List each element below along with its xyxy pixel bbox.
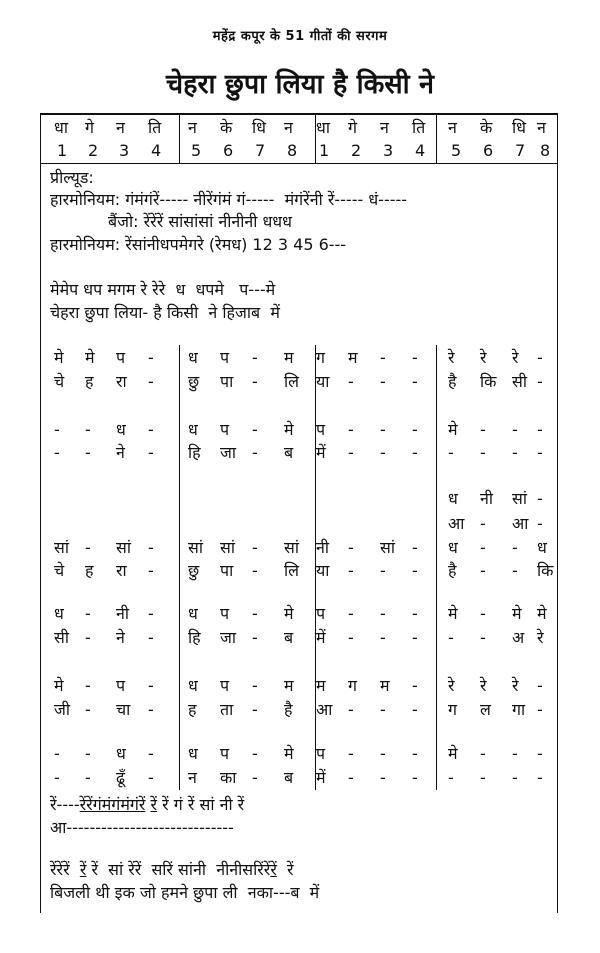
lyric-cell: ह [188,700,197,719]
vibhag-divider [436,113,437,163]
prelude-line: हारमोनियम: गंमंगंरें----- नीरेंगंमं गं----- मंगंरेंनी रें----- धं----- [50,190,408,209]
taal-bol: गे [348,118,358,137]
lyric-cell: जा [220,443,237,462]
taal-beat: 1 [57,141,68,160]
note-cell: - [537,348,543,367]
note-cell: - [480,744,486,763]
vibhag-divider [436,345,437,790]
note-cell: प [116,676,126,695]
note-cell: नी [116,604,130,623]
note-cell: - [412,676,418,695]
lyric-cell: चे [54,372,65,391]
outro-note: रें गं रें सां नी रें [157,795,245,814]
note-cell: ध [188,348,198,367]
note-cell: म [284,676,294,695]
lyric-cell: कि [537,561,554,580]
taal-beat: 3 [383,141,394,160]
note-cell: - [537,420,543,439]
lyric-cell: - [148,768,154,787]
lyric-cell: - [380,768,386,787]
lyric-cell: में [316,443,326,462]
note-cell: - [148,676,154,695]
lyric-cell: - [448,628,454,647]
lyric-cell: - [480,768,486,787]
lyric-cell: - [537,514,543,533]
lyric-cell: पा [220,372,234,391]
lyric-cell: - [412,561,418,580]
note-cell: मे [54,676,64,695]
note-cell: मे [537,604,547,623]
outro-notes-line [50,860,294,880]
note-cell: प [316,604,326,623]
taal-bol: धा [316,118,330,137]
lyric-cell: - [512,561,518,580]
lyric-cell: - [537,372,543,391]
lyric-cell: - [252,700,258,719]
taal-bol: न [188,118,197,137]
taal-beat: 4 [415,141,426,160]
lyric-cell: - [85,768,91,787]
lyric-cell: - [148,628,154,647]
taal-beat: 5 [451,141,462,160]
note-cell: - [380,744,386,763]
lyric-cell: ब [284,628,294,647]
lyric-cell: - [348,561,354,580]
note-cell: म [348,348,358,367]
note-cell: - [348,538,354,557]
lyric-cell: - [348,628,354,647]
lyric-cell: - [148,372,154,391]
note-cell: सां [116,538,131,557]
lyric-cell: - [412,372,418,391]
lyric-cell: - [252,561,258,580]
note-cell: सां [54,538,69,557]
lyric-cell: - [252,628,258,647]
lyric-cell: रा [116,561,127,580]
outro-note: रेंरेंरें [50,860,70,879]
header-divider [40,163,558,164]
note-cell: नी [480,489,494,508]
lyric-cell: जी [54,700,71,719]
lyric-cell: - [148,700,154,719]
lyric-cell: लि [284,372,299,391]
note-cell: - [380,420,386,439]
note-cell: - [480,604,486,623]
lyric-cell: चा [116,700,131,719]
lyric-cell: का [220,768,237,787]
vibhag-divider [179,345,180,790]
taal-beat: 3 [119,141,130,160]
note-cell: - [537,676,543,695]
note-cell: सां [220,538,235,557]
taal-bol: धि [252,118,266,137]
note-cell: - [85,538,91,557]
note-cell: ग [316,348,326,367]
lyric-cell: - [537,443,543,462]
note-cell: मे [85,348,95,367]
note-cell: रे [480,348,487,367]
lyric-cell: - [85,443,91,462]
lyric-cell: - [512,443,518,462]
note-cell: रे [448,348,455,367]
lyric-cell: पा [220,561,234,580]
note-cell: मे [448,604,458,623]
note-cell: मे [284,604,294,623]
note-cell: - [412,604,418,623]
prelude-line: हारमोनियम: रेंसांनीधपमेगरे (रेमध) 12 3 45 6--- [50,235,347,254]
lyric-cell: हि [188,443,201,462]
taal-beat: 8 [540,141,551,160]
taal-beat: 7 [515,141,526,160]
intro-notes: मेमेप धप मगम रे रेरे ध धपमे प---मे [50,280,276,299]
note-cell: - [252,348,258,367]
note-cell: - [252,676,258,695]
taal-beat: 6 [223,141,234,160]
lyric-cell: गा [512,700,526,719]
note-cell: मे [512,604,522,623]
lyric-cell: ल [480,700,491,719]
outro-notes-line [50,795,244,815]
note-cell: नी [316,538,330,557]
note-cell: प [220,348,230,367]
note-cell: - [148,604,154,623]
note-cell: प [220,676,230,695]
note-cell: ध [188,744,198,763]
lyric-cell: - [412,768,418,787]
taal-bol: गे [85,118,95,137]
note-cell: - [348,420,354,439]
note-cell: प [316,744,326,763]
lyric-cell: - [380,628,386,647]
lyric-cell: छु [188,561,200,580]
note-cell: - [480,420,486,439]
lyric-cell: जा [220,628,237,647]
taal-bol: ति [412,118,426,137]
taal-beat: 6 [483,141,494,160]
table-left-border [40,113,41,913]
lyric-cell: ब [284,768,294,787]
lyric-cell: न [188,768,197,787]
taal-beat: 8 [287,141,298,160]
note-cell: ध [188,676,198,695]
note-cell: म [316,676,326,695]
lyric-cell: - [480,628,486,647]
lyric-cell: - [54,768,60,787]
taal-bol: न [448,118,457,137]
lyric-cell: - [480,561,486,580]
note-cell: प [220,420,230,439]
note-cell: ध [448,538,458,557]
lyric-cell: लि [284,561,299,580]
lyric-cell: सी [512,372,527,391]
outro-aalap: आ----------------------------- [50,818,234,837]
lyric-cell: - [380,561,386,580]
note-cell: रे [448,676,455,695]
note-cell: रे [480,676,487,695]
taal-bol: न [116,118,125,137]
note-cell: रे [512,348,519,367]
lyric-cell: ने [116,628,125,647]
lyric-cell: आ [316,700,333,719]
note-cell: - [348,744,354,763]
lyric-cell: - [537,768,543,787]
note-cell: ध [116,744,126,763]
lyric-cell: आ [512,514,529,533]
lyric-cell: ढूँ [116,768,126,787]
taal-beat: 2 [351,141,362,160]
intro-lyrics: चेहरा छुपा लिया- है किसी ने हिजाब में [50,303,280,322]
lyric-cell: ह [85,372,94,391]
lyric-cell: छु [188,372,200,391]
note-cell: - [54,744,60,763]
note-cell: ध [188,420,198,439]
vibhag-divider [179,113,180,163]
lyric-cell: ता [220,700,234,719]
note-cell: - [380,604,386,623]
note-cell: सां [512,489,527,508]
lyric-cell: - [380,443,386,462]
note-cell: ध [188,604,198,623]
note-cell: - [252,744,258,763]
note-cell: मे [448,420,458,439]
lyric-cell: या [316,561,330,580]
lyric-cell: या [316,372,330,391]
lyric-cell: में [316,768,326,787]
lyric-cell: ह [85,561,94,580]
lyric-cell: हि [188,628,201,647]
lyric-cell: अ [512,628,525,647]
lyric-cell: आ [448,514,465,533]
note-cell: - [537,489,543,508]
lyric-cell: ग [448,700,458,719]
note-cell: - [380,348,386,367]
lyric-cell: - [85,628,91,647]
note-cell: - [412,348,418,367]
note-cell: म [380,676,390,695]
note-cell: ध [116,420,126,439]
taal-beat: 5 [191,141,202,160]
lyric-cell: - [412,628,418,647]
lyric-cell: - [348,372,354,391]
book-title: महेंद्र कपूर के 51 गीतों की सरगम [212,29,388,44]
note-cell: - [148,744,154,763]
note-cell: मे [448,744,458,763]
lyric-cell: है [448,372,457,391]
note-cell: - [85,420,91,439]
lyric-cell: - [448,443,454,462]
lyric-cell: - [512,768,518,787]
taal-bol: ति [148,118,162,137]
note-cell: प [316,420,326,439]
lyric-cell: - [148,561,154,580]
note-cell: - [85,744,91,763]
note-cell: प [220,604,230,623]
taal-bol: न [284,118,293,137]
note-cell: मे [284,420,294,439]
lyric-cell: - [348,768,354,787]
lyric-cell: - [348,443,354,462]
lyric-cell: - [412,443,418,462]
note-cell: - [85,604,91,623]
note-cell: सां [188,538,203,557]
outro-note: रें [150,795,158,814]
note-cell: मे [284,744,294,763]
outro-note: रें---- [50,795,80,814]
outro-note: रें [276,860,294,879]
note-cell: - [148,348,154,367]
note-cell: सां [284,538,299,557]
lyric-cell: - [480,514,486,533]
lyric-cell: - [348,700,354,719]
taal-bol: धा [54,118,68,137]
table-right-border [557,113,558,913]
note-cell: ध [54,604,64,623]
prelude-line: बैंजो: रेंरेंरें सांसांसां नीनीनी धधध [108,212,292,231]
lyric-cell: रे [537,628,544,647]
note-cell: - [537,744,543,763]
taal-beat: 2 [88,141,99,160]
note-cell: - [512,420,518,439]
lyric-cell: - [537,700,543,719]
table-top-border [40,113,558,115]
note-cell: रे [512,676,519,695]
taal-beat: 4 [151,141,162,160]
lyric-cell: है [284,700,293,719]
lyric-cell: - [380,700,386,719]
lyric-cell: - [252,768,258,787]
note-cell: - [148,538,154,557]
note-cell: - [412,744,418,763]
note-cell: - [252,604,258,623]
note-cell: मे [54,348,64,367]
lyric-cell: - [54,443,60,462]
taal-bol: के [220,118,233,137]
note-cell: - [412,538,418,557]
lyric-cell: रा [116,372,127,391]
note-cell: ध [448,489,458,508]
lyric-cell: - [412,700,418,719]
note-cell: म [284,348,294,367]
lyric-cell: - [148,443,154,462]
note-cell: - [252,538,258,557]
lyric-cell: ने [116,443,125,462]
note-cell: - [54,420,60,439]
taal-beat: 7 [255,141,266,160]
taal-bol: के [480,118,493,137]
outro-note: रेंरेंगंमंगंमंगंरें [79,795,146,814]
lyric-cell: - [380,372,386,391]
song-title: चेहरा छुपा लिया है किसी ने [165,69,435,100]
taal-bol: न [380,118,389,137]
note-cell: - [85,676,91,695]
lyric-cell: - [252,443,258,462]
lyric-cell: - [252,372,258,391]
note-cell: - [480,538,486,557]
outro-note: रें सां रेंरें सरिं सांनी नीनीसरिंरें [86,860,271,879]
note-cell: - [348,604,354,623]
note-cell: - [252,420,258,439]
lyric-cell: है [448,561,457,580]
note-cell: - [148,420,154,439]
lyric-cell: - [480,443,486,462]
lyric-cell: सी [54,628,69,647]
note-cell: प [220,744,230,763]
taal-beat: 1 [319,141,330,160]
lyric-cell: कि [480,372,497,391]
note-cell: प [116,348,126,367]
note-cell: सां [380,538,395,557]
taal-bol: धि [512,118,526,137]
prelude-heading: प्रील्यूड: [50,168,94,187]
outro-lyrics: बिजली थी इक जो हमने छुपा ली नका---ब में [50,883,320,902]
note-cell: - [412,420,418,439]
lyric-cell: चे [54,561,65,580]
lyric-cell: में [316,628,326,647]
note-cell: ध [537,538,547,557]
note-cell: - [512,744,518,763]
note-cell: ग [348,676,358,695]
lyric-cell: ब [284,443,294,462]
outro-note: रें [79,860,87,879]
note-cell: - [512,538,518,557]
outro-note: रें [270,860,277,879]
taal-bol: न [537,118,546,137]
lyric-cell: - [448,768,454,787]
lyric-cell: - [85,700,91,719]
